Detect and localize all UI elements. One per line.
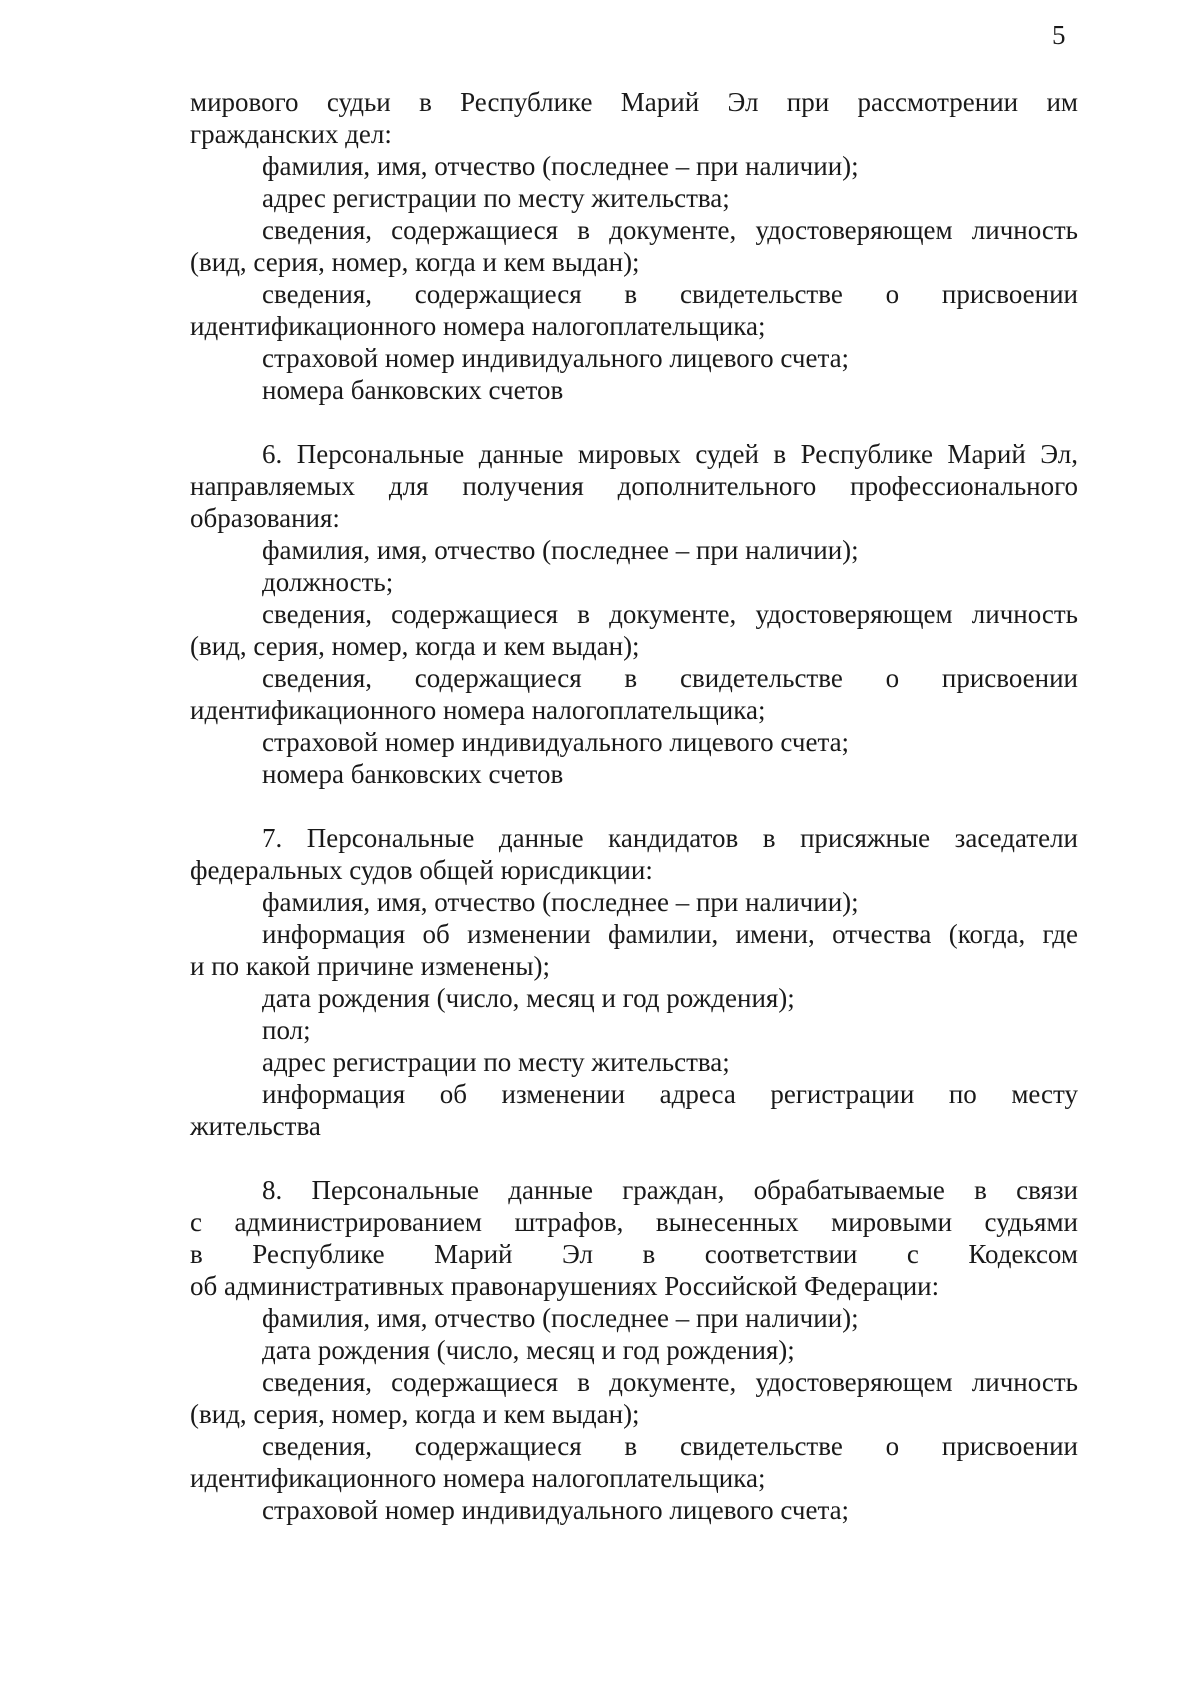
list-item: сведения, содержащиеся в свидетельстве о присвоении <box>262 1431 1078 1461</box>
section-heading: об административных правонарушениях Российской Федерации: <box>190 1271 940 1301</box>
list-item: фамилия, имя, отчество (последнее – при наличии); <box>262 151 859 181</box>
list-item: фамилия, имя, отчество (последнее – при наличии); <box>262 535 859 565</box>
list-item-continuation: (вид, серия, номер, когда и кем выдан); <box>190 247 640 277</box>
list-item: дата рождения (число, месяц и год рождения); <box>262 983 795 1013</box>
list-item: страховой номер индивидуального лицевого счета; <box>262 1495 850 1525</box>
list-item: сведения, содержащиеся в документе, удостоверяющем личность <box>262 599 1078 629</box>
section-heading: с администрированием штрафов, вынесенных мировыми судьями <box>190 1207 1078 1237</box>
list-item: фамилия, имя, отчество (последнее – при наличии); <box>262 887 859 917</box>
list-item: сведения, содержащиеся в документе, удостоверяющем личность <box>262 1367 1078 1397</box>
list-item-continuation: идентификационного номера налогоплательщика; <box>190 311 766 341</box>
list-item: пол; <box>262 1015 311 1045</box>
list-item-continuation: идентификационного номера налогоплательщика; <box>190 1463 766 1493</box>
list-item-continuation: (вид, серия, номер, когда и кем выдан); <box>190 631 640 661</box>
list-item: номера банковских счетов <box>262 375 564 405</box>
section-heading: направляемых для получения дополнительного профессионального <box>190 471 1078 501</box>
list-item: информация об изменении адреса регистрации по месту <box>262 1079 1078 1109</box>
section-heading: образования: <box>190 503 340 533</box>
list-item: номера банковских счетов <box>262 759 564 789</box>
list-item: дата рождения (число, месяц и год рождения); <box>262 1335 795 1365</box>
list-item-continuation: и по какой причине изменены); <box>190 951 550 981</box>
paragraph-line: мирового судьи в Республике Марий Эл при рассмотрении им <box>190 87 1078 117</box>
section-heading: 8. Персональные данные граждан, обрабатываемые в связи <box>262 1175 1078 1205</box>
list-item-continuation: идентификационного номера налогоплательщика; <box>190 695 766 725</box>
list-item: адрес регистрации по месту жительства; <box>262 1047 730 1077</box>
section-heading: 6. Персональные данные мировых судей в Республике Марий Эл, <box>262 439 1078 469</box>
section-6 <box>190 438 1078 790</box>
list-item: сведения, содержащиеся в свидетельстве о присвоении <box>262 279 1078 309</box>
list-item: сведения, содержащиеся в документе, удостоверяющем личность <box>262 215 1078 245</box>
section-heading: 7. Персональные данные кандидатов в присяжные заседатели <box>262 823 1078 853</box>
paragraph-line: гражданских дел: <box>190 119 392 149</box>
section-heading: в Республике Марий Эл в соответствии с Кодексом <box>190 1239 1078 1269</box>
list-item: сведения, содержащиеся в свидетельстве о присвоении <box>262 663 1078 693</box>
intro-section <box>190 86 1078 406</box>
page-number: 5 <box>1052 20 1066 50</box>
list-item: должность; <box>262 567 394 597</box>
section-heading: федеральных судов общей юрисдикции: <box>190 855 653 885</box>
list-item-continuation: (вид, серия, номер, когда и кем выдан); <box>190 1399 640 1429</box>
list-item: адрес регистрации по месту жительства; <box>262 183 730 213</box>
list-item: информация об изменении фамилии, имени, отчества (когда, где <box>262 919 1078 949</box>
list-item: фамилия, имя, отчество (последнее – при наличии); <box>262 1303 859 1333</box>
section-7 <box>190 822 1078 1142</box>
list-item-continuation: жительства <box>190 1111 321 1141</box>
list-item: страховой номер индивидуального лицевого счета; <box>262 727 850 757</box>
section-8 <box>190 1174 1078 1526</box>
document-body <box>190 86 1078 1526</box>
list-item: страховой номер индивидуального лицевого счета; <box>262 343 850 373</box>
